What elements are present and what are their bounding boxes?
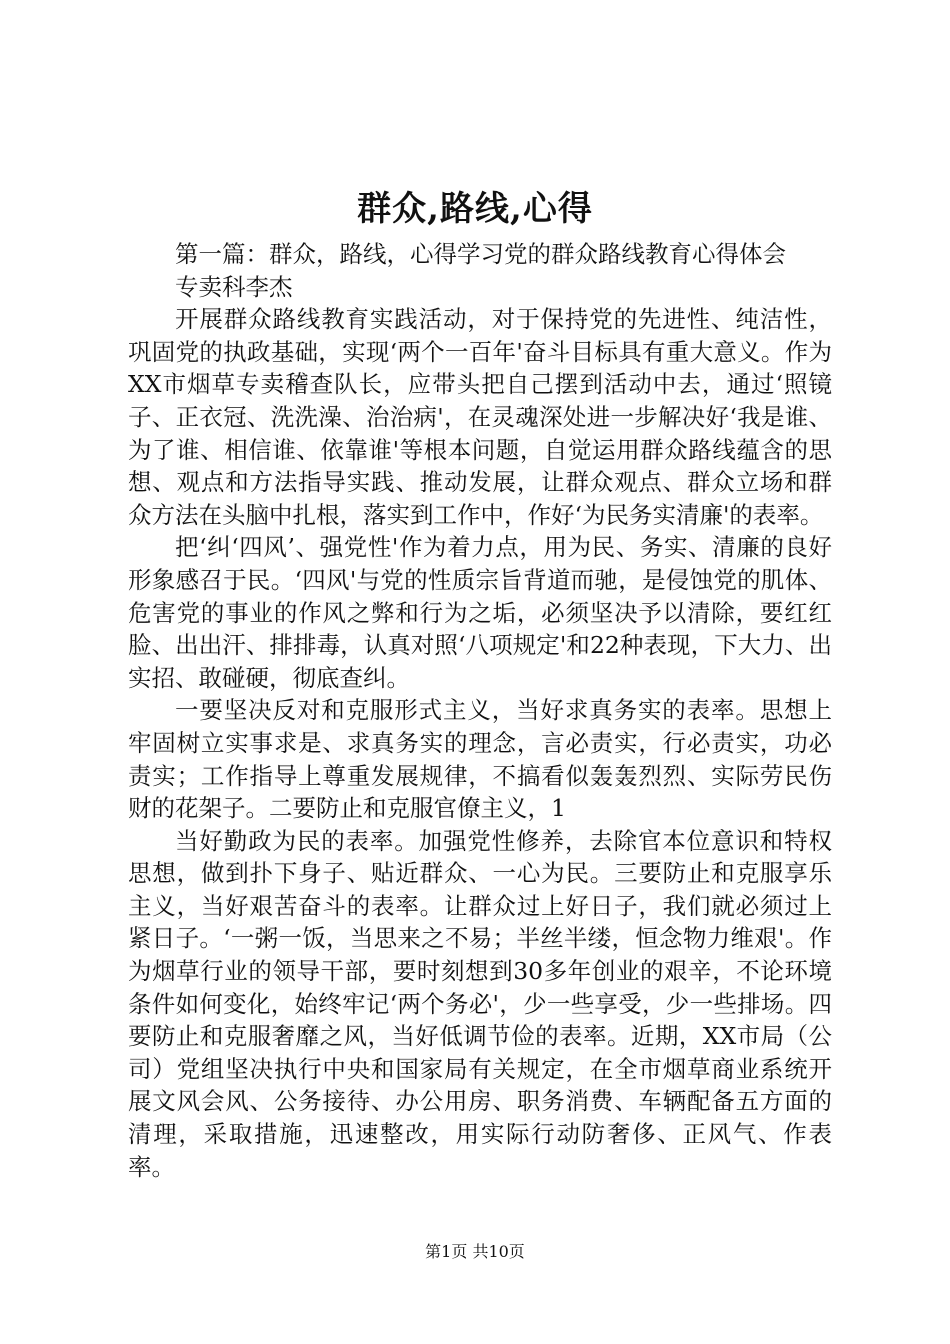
paragraph-four-winds: 把‘纠‘四风’、强党性'作为着力点，用为民、务实、清廉的良好形象感召于民。‘四风'与党的性质宗旨背道而驰，是侵蚀党的肌体、危害党的事业的作风之弊和行为之垢，必须坚决予以清除，要红红脸、出出汗、排排毒，认真对照‘八项规定'和22种表现，下大力、出实招、敢碰硬，彻底查纠。	[128, 533, 832, 692]
paragraph-formalism: 一要坚决反对和克服形式主义，当好求真务实的表率。思想上牢固树立实事求是、求真务实的理念，言必责实，行必责实，功必责实；工作指导上尊重发展规律，不搞看似轰轰烈烈、实际劳民伤财的花架子。二要防止和克服官僚主义，1	[128, 696, 832, 823]
paragraph-intro: 开展群众路线教育实践活动，对于保持党的先进性、纯洁性，巩固党的执政基础，实现‘两个一百年'奋斗目标具有重大意义。作为XX市烟草专卖稽查队长，应带头把自己摆到活动中去，通过‘照镜子、正衣冠、洗洗澡、治治病'，在灵魂深处进一步解决好‘我是谁、为了谁、相信谁、依靠谁'等根本问题，自觉运用群众路线蕴含的思想、观点和方法指导实践、推动发展，让群众观点、群众立场和群众方法在头脑中扎根，落实到工作中，作好‘为民务实清廉'的表率。	[128, 305, 832, 529]
paragraph-diligence: 当好勤政为民的表率。加强党性修养，去除官本位意识和特权思想，做到扑下身子、贴近群众、一心为民。三要防止和克服享乐主义，当好艰苦奋斗的表率。让群众过上好日子，我们就必须过上紧日子。‘一粥一饭，当思来之不易；半丝半缕，恒念物力维艰'。作为烟草行业的领导干部，要时刻想到30多年创业的艰辛，不论环境条件如何变化，始终牢记‘两个务必'，少一些享受，少一些排场。四要防止和克服奢靡之风，当好低调节俭的表率。近期，XX市局（公司）党组坚决执行中央和国家局有关规定，在全市烟草商业系统开展文风会风、公务接待、办公用房、职务消费、车辆配备五方面的清理，采取措施，迅速整改，用实际行动防奢侈、正风气、作表率。	[128, 826, 832, 1181]
document-body	[128, 238, 832, 1183]
page-footer: 第1页 共10页	[425, 1242, 525, 1261]
paragraph-author: 专卖科李杰	[175, 272, 293, 301]
paragraph-heading: 第一篇：群众，路线，心得学习党的群众路线教育心得体会	[175, 240, 786, 268]
document-title: 群众,路线,心得	[357, 189, 593, 229]
